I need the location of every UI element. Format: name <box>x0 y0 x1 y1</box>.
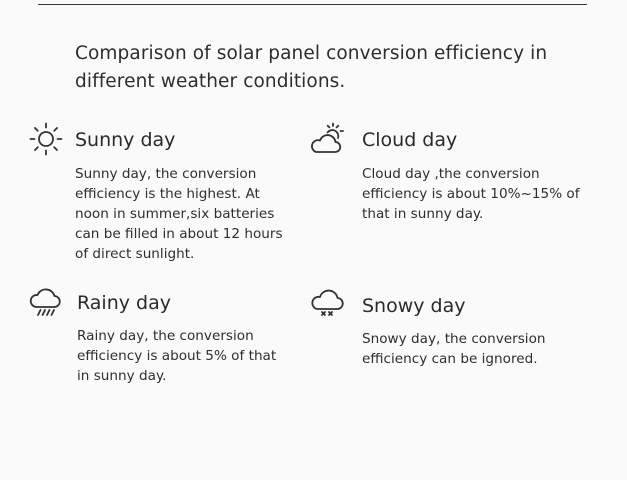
rainy-day-description: Rainy day, the conversion efficiency is about 5% of that in sunny day. <box>77 328 277 384</box>
page-heading: Comparison of solar panel conversion efficiency in different weather conditions. <box>75 43 548 92</box>
cloud-day-title: Cloud day <box>362 129 458 151</box>
sunny-day-description: Sunny day, the conversion efficiency is the highest. At noon in summer,six batteries can be filled in about 12 hours of direct sunlight. <box>75 166 283 262</box>
snowy-day-description: Snowy day, the conversion efficiency can be ignored. <box>362 331 546 367</box>
sunny-day-title: Sunny day <box>75 129 176 151</box>
top-divider <box>38 4 587 5</box>
snowy-day-title: Snowy day <box>362 295 466 317</box>
rain-cloud-icon <box>27 284 63 320</box>
cloud-day-description: Cloud day ,the conversion efficiency is about 10%~15% of that in sunny day. <box>362 166 580 222</box>
rainy-day-title: Rainy day <box>77 292 171 314</box>
snow-cloud-icon <box>309 286 345 322</box>
cloud-sun-icon <box>308 121 344 157</box>
sun-icon <box>28 121 64 157</box>
